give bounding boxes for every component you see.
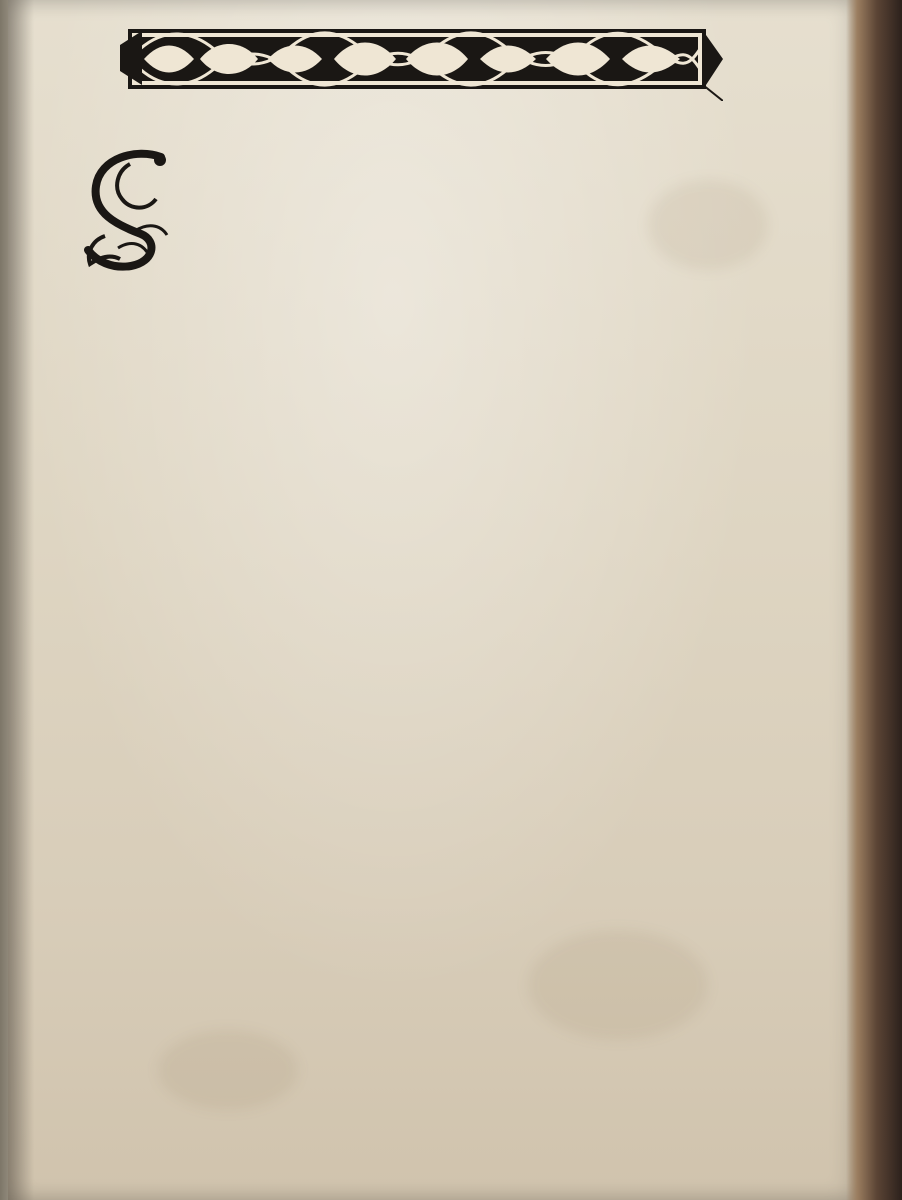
text-line-26 <box>96 931 806 963</box>
text-line-19 <box>96 702 806 733</box>
ornamental-header-band-icon <box>120 19 723 101</box>
text-line-11 <box>96 450 806 483</box>
text-line-23 <box>96 832 806 863</box>
text-line-5 <box>194 270 804 304</box>
text-line-27 <box>96 965 806 997</box>
text-line-25 <box>96 897 806 929</box>
text-line-8 <box>96 360 806 393</box>
text-line-10 <box>96 420 806 453</box>
text-line-12 <box>96 481 806 514</box>
ornamental-header-band <box>120 19 723 101</box>
text-line-29 <box>96 1033 812 1065</box>
page-signature <box>405 1067 429 1101</box>
text-line-18 <box>96 670 806 701</box>
text-line-13 <box>96 512 806 544</box>
page-title <box>304 104 544 144</box>
binding-edge <box>846 0 902 1200</box>
text-line-24 <box>96 864 806 896</box>
text-line-17 <box>96 638 806 669</box>
text-line-9 <box>96 390 806 423</box>
text-line-15 <box>96 574 806 606</box>
page-gutter-shadow <box>8 0 34 1200</box>
body-text-block <box>96 158 814 1068</box>
text-line-14 <box>96 543 806 575</box>
text-line-16 <box>96 606 806 638</box>
text-line-21 <box>96 766 806 797</box>
text-line-6 <box>96 300 806 335</box>
book-page <box>8 0 864 1200</box>
text-line-28 <box>96 999 812 1031</box>
catchword <box>782 1056 806 1086</box>
text-line-20 <box>96 734 806 765</box>
text-line-22 <box>96 799 806 830</box>
